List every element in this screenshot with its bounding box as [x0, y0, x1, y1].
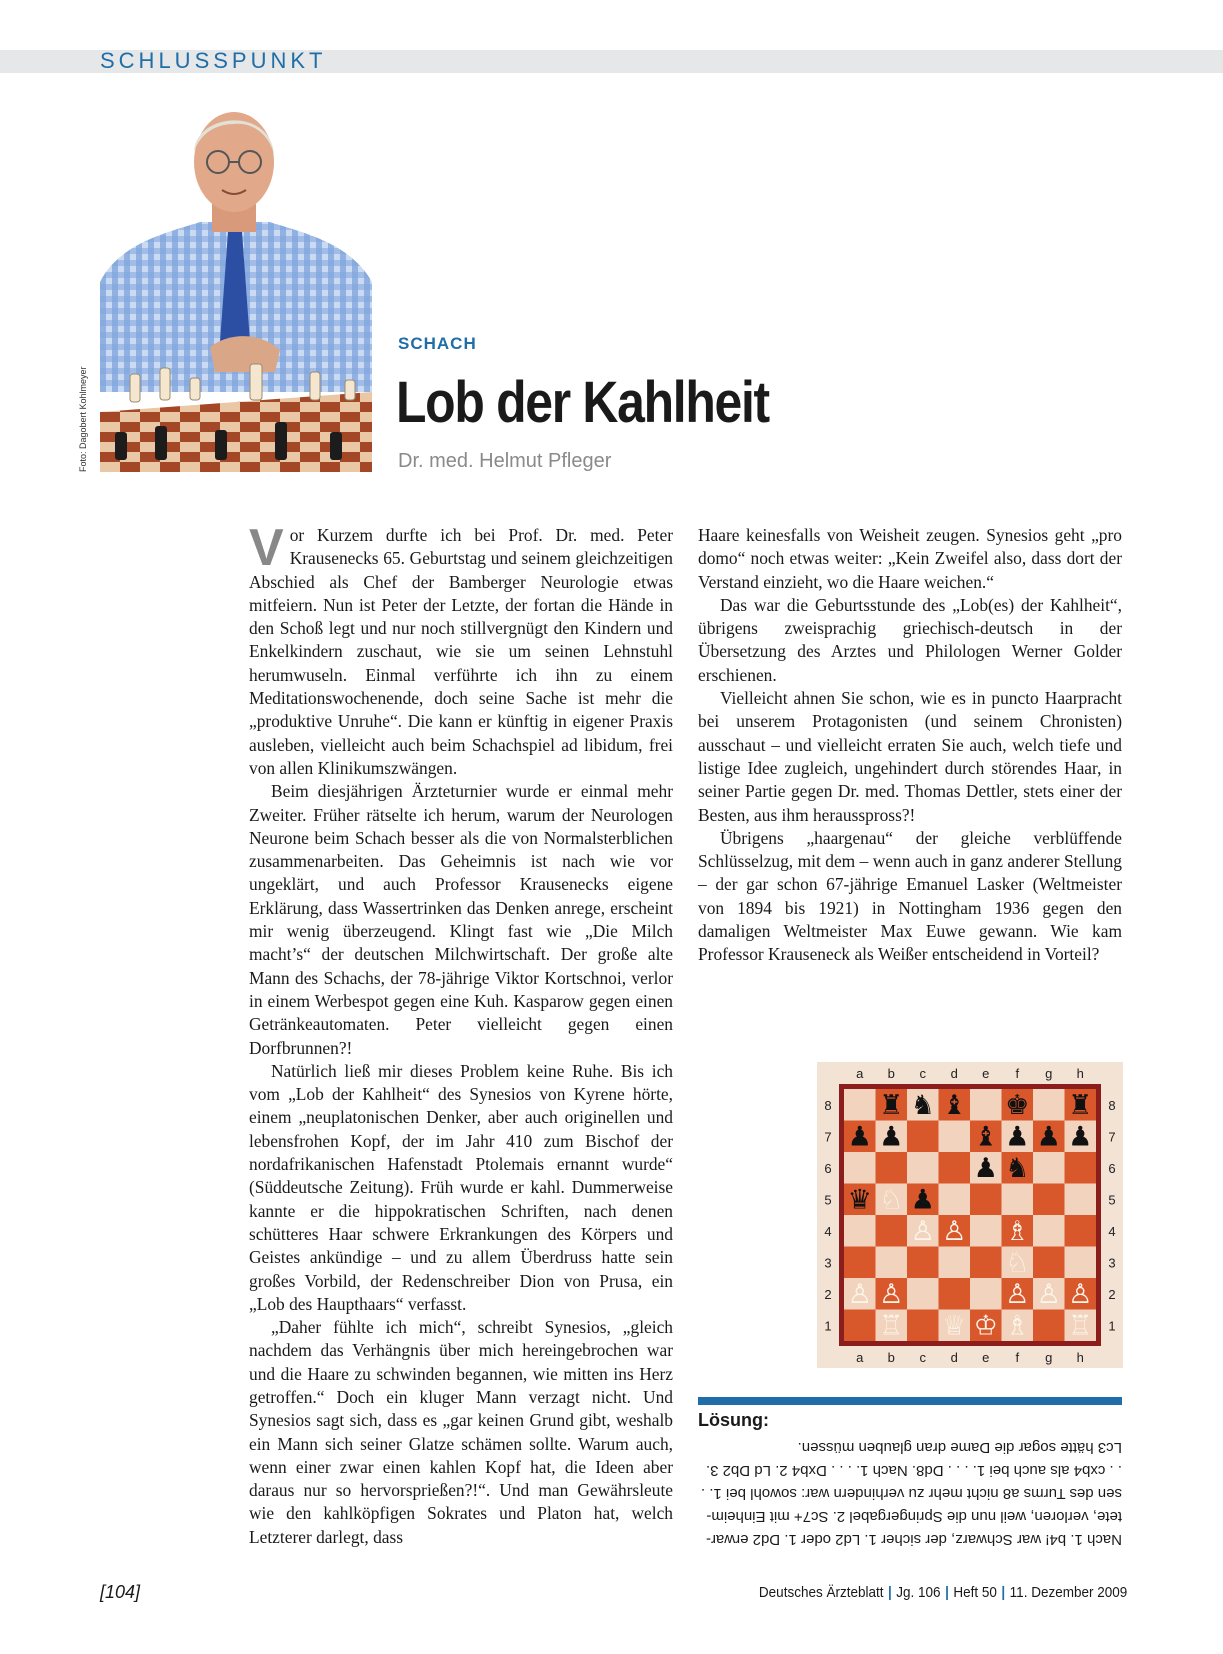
white-pawn-icon: ♙ [942, 1216, 967, 1248]
board-square-h3 [1065, 1247, 1097, 1279]
board-square-c7 [907, 1121, 939, 1153]
board-square-g6 [1033, 1152, 1065, 1184]
white-bishop-icon: ♗ [1005, 1310, 1030, 1342]
rank-label: 8 [1108, 1097, 1116, 1113]
rank-label: 3 [824, 1255, 832, 1271]
drop-cap: V [249, 519, 284, 577]
chess-diagram [817, 1062, 1123, 1368]
file-label: b [887, 1066, 895, 1081]
file-label: e [982, 1350, 990, 1365]
board-square-a4 [844, 1215, 876, 1247]
black-king-icon: ♚ [1005, 1090, 1030, 1122]
board-square-d2 [939, 1278, 971, 1310]
rank-label: 3 [1108, 1255, 1116, 1271]
white-pawn-icon: ♙ [1068, 1279, 1093, 1311]
file-label: e [982, 1066, 990, 1081]
board-square-c6 [907, 1152, 939, 1184]
board-square-g8 [1033, 1089, 1065, 1121]
article-title: Lob der Kahlheit [396, 370, 769, 435]
board-square-a8 [844, 1089, 876, 1121]
paragraph: Vielleicht ahnen Sie schon, wie es in puncto Haarpracht bei unserem Protagonisten (und seinem Chronisten) ausschaut – und vielleicht erraten Sie auch, welch tiefe und listige Idee zugleich, ungehindert durch störendes Haar, in seiner Partie gegen Dr. med. Thomas Dettler, stets einer der Besten, aus ihm herausspross?! [698, 688, 1122, 825]
photo-credit: Foto: Dagobert Kohlmeyer [78, 366, 88, 472]
paragraph: Haare keinesfalls von Weisheit zeugen. Synesios geht „pro domo“ noch etwas weiter: „Kein Zweifel also, dass dort der Verstand einzieht, wo die Haare weichen.“ [698, 525, 1122, 592]
black-rook-icon: ♜ [1068, 1090, 1093, 1122]
file-label: g [1045, 1350, 1053, 1365]
journal-footer: Deutsches Ärzteblatt | Jg. 106 | Heft 50 | 11. Dezember 2009 [758, 1584, 1127, 1601]
journal-volume: Jg. 106 [896, 1584, 941, 1601]
paragraph: Beim diesjährigen Ärzteturnier wurde er einmal mehr Zweiter. Früher rätselte ich herum, warum der Neurologen Neurone beim Schach besser als die von Normalsterblichen zusammenarbeiten. Das Geheimnis ist nach wie vor ungeklärt, und auch Professor Krausenecks eigene Erklärung, dass Wassertrinken das Denken anrege, erscheint mir wenig überzeugend. Klingt fast wie „Die Milch macht’s“ der deutschen Milchwirtschaft. Der große alte Mann des Schachs, der 78-jährige Viktor Kortschnoi, verlor in einem Werbespot gegen eine Kuh. Kasparow gegen einen Getränkeautomaten. Peter vielleicht gegen einen Dorfbrunnen?! [249, 781, 673, 1058]
author-photo [100, 92, 372, 472]
rank-label: 7 [824, 1129, 832, 1145]
black-rook-icon: ♜ [879, 1090, 904, 1122]
file-label: f [1015, 1066, 1020, 1081]
page-number: [104] [100, 1582, 141, 1602]
board-square-g4 [1033, 1215, 1065, 1247]
white-knight-icon: ♘ [1005, 1247, 1030, 1279]
white-rook-icon: ♖ [1068, 1310, 1093, 1342]
rank-label: 6 [1108, 1160, 1116, 1176]
rank-label: 6 [824, 1160, 832, 1176]
paragraph: Das war die Geburtsstunde des „Lob(es) der Kahlheit“, übrigens zweisprachig griechisch-deutsch in der Übersetzung des Arztes und Philologen Werner Golder erschienen. [698, 594, 1122, 685]
white-king-icon: ♔ [973, 1310, 998, 1342]
board-square-e4 [970, 1215, 1002, 1247]
section-label: SCHLUSSPUNKT [100, 48, 327, 73]
board-square-h5 [1065, 1184, 1097, 1216]
paragraph: Vor Kurzem durfte ich bei Prof. Dr. med. Peter Krausenecks 65. Geburtstag und seinem gleichzeitigen Abschied als Chef der Bamberger Neurologie etwas mitfeiern. Nun ist Peter der Letzte, der fortan die Hände in den Schoß legt und nur noch stillvergnügt den Kindern und Enkelkindern zuschaut, wie sie um seinen Lehnstuhl herumwuseln. Einmal verführte ich ihn zu einem Meditationswochenende, doch seine Sache ist mehr die „produktive Unruhe“. Die kann er künftig in eigener Praxis ausleben, vielleicht auch beim Schachspiel ad libidum, frei von allen Klinikumszwängen. [249, 519, 673, 778]
black-pawn-icon: ♟ [879, 1121, 904, 1153]
black-pawn-icon: ♟ [1068, 1121, 1093, 1153]
board-square-b4 [876, 1215, 908, 1247]
black-pawn-icon: ♟ [1036, 1121, 1061, 1153]
board-square-e3 [970, 1247, 1002, 1279]
board-square-e2 [970, 1278, 1002, 1310]
white-pawn-icon: ♙ [847, 1279, 872, 1311]
board-square-g1 [1033, 1310, 1065, 1342]
solution-label: Lösung: [698, 1410, 769, 1430]
board-square-a6 [844, 1152, 876, 1184]
file-label: c [919, 1350, 926, 1365]
board-square-b3 [876, 1247, 908, 1279]
rank-label: 1 [1108, 1318, 1116, 1334]
journal-date: 11. Dezember 2009 [1009, 1584, 1127, 1601]
file-label: a [856, 1066, 864, 1081]
rank-label: 1 [824, 1318, 832, 1334]
chess-board [817, 1062, 1123, 1368]
rank-label: 4 [1108, 1223, 1116, 1239]
black-queen-icon: ♛ [847, 1184, 872, 1216]
board-square-c3 [907, 1247, 939, 1279]
solution-divider [698, 1397, 1122, 1405]
white-pawn-icon: ♙ [879, 1279, 904, 1311]
file-label: d [950, 1350, 958, 1365]
paragraph: „Daher fühlte ich mich“, schreibt Synesios, „gleich nachdem das Verhängnis über mich hereingebrochen war und die Haare zu schwinden begannen, wie mitten ins Herz getroffen.“ Doch ein kluger Mann verzagt nicht. Und Synesios sagt sich, dass es „gar keinen Grund gibt, weshalb ein Mann sich seiner Glatze schämen sollte. Warum auch, wenn einer zwar einen kahlen Kopf hat, die Ideen aber daraus nur so hervorsprießen?!“. Und man Gewährsleute wie den kahlköpfigen Sokrates und Platon hat, welch Letzterer darlegt, dass [249, 1317, 673, 1547]
black-pawn-icon: ♟ [847, 1121, 872, 1153]
white-pawn-icon: ♙ [910, 1216, 935, 1248]
white-queen-icon: ♕ [942, 1310, 967, 1342]
journal-name: Deutsches Ärzteblatt [758, 1584, 884, 1601]
black-pawn-icon: ♟ [973, 1153, 998, 1185]
board-square-h6 [1065, 1152, 1097, 1184]
white-pawn-icon: ♙ [1005, 1279, 1030, 1311]
white-knight-icon: ♘ [879, 1184, 904, 1216]
black-knight-icon: ♞ [910, 1090, 935, 1122]
black-pawn-icon: ♟ [1005, 1121, 1030, 1153]
file-label: f [1015, 1350, 1020, 1365]
white-bishop-icon: ♗ [1005, 1216, 1030, 1248]
rank-label: 5 [824, 1192, 832, 1208]
board-square-b6 [876, 1152, 908, 1184]
paragraph: Natürlich ließ mir dieses Problem keine Ruhe. Bis ich vom „Lob der Kahlheit“ des Synesios von Kyrene hörte, einem „neuplatonischen Denker, aber auch originellen und lebensfrohen Kopf, der im Jahr 410 zum Bischof der nordafrikanischen Hafenstadt Ptolemais ernannt wurde“ (Süddeutsche Zeitung). Früh wurde er kahl. Dummerweise kannte er die hippokratischen Schriften, nach denen schütteres Haar schwere Erkrankungen des Körpers und Geistes ankündige – und zu allem Überdruss hatte sein großes Vorbild, der Redenschreiber Dion von Prusa, ein „Lob des Haupthaars“ verfasst. [249, 1060, 673, 1314]
board-square-d3 [939, 1247, 971, 1279]
board-square-h4 [1065, 1215, 1097, 1247]
rank-label: 2 [824, 1286, 832, 1302]
black-pawn-icon: ♟ [910, 1184, 935, 1216]
file-label: d [950, 1066, 958, 1081]
board-square-f5 [1002, 1184, 1034, 1216]
board-square-d6 [939, 1152, 971, 1184]
board-square-e8 [970, 1089, 1002, 1121]
rank-label: 5 [1108, 1192, 1116, 1208]
board-square-g3 [1033, 1247, 1065, 1279]
white-rook-icon: ♖ [879, 1310, 904, 1342]
board-square-d5 [939, 1184, 971, 1216]
rank-label: 4 [824, 1223, 832, 1239]
article-kicker: SCHACH [398, 334, 477, 353]
board-square-c2 [907, 1278, 939, 1310]
file-label: c [919, 1066, 926, 1081]
board-square-c1 [907, 1310, 939, 1342]
black-bishop-icon: ♝ [942, 1090, 967, 1122]
file-label: g [1045, 1066, 1053, 1081]
paragraph: Übrigens „haargenau“ der gleiche verblüffende Schlüsselzug, mit dem – wenn auch in ganz anderer Stellung – der gar schon 67-jährige Emanuel Lasker (Weltmeister von 1894 bis 1921) in Nottingham 1936 gegen den damaligen Weltmeister Max Euwe gewann. Wie kam Professor Krauseneck als Weißer entscheidend in Vorteil? [698, 827, 1122, 965]
rank-label: 8 [824, 1097, 832, 1113]
article-author: Dr. med. Helmut Pfleger [398, 450, 612, 472]
black-bishop-icon: ♝ [973, 1121, 998, 1153]
board-square-d7 [939, 1121, 971, 1153]
white-pawn-icon: ♙ [1036, 1279, 1061, 1311]
journal-issue: Heft 50 [953, 1584, 997, 1601]
board-square-e5 [970, 1184, 1002, 1216]
board-square-a1 [844, 1310, 876, 1342]
board-square-a3 [844, 1247, 876, 1279]
file-label: b [887, 1350, 895, 1365]
rank-label: 2 [1108, 1286, 1116, 1302]
file-label: a [856, 1350, 864, 1365]
article-column-right [698, 524, 1122, 967]
file-label: h [1076, 1066, 1084, 1081]
solution-text: Nach 1. b4! war Schwarz, der sicher 1. Ld2 oder 1. Dd2 erwartete, verloren, weil nun die Springergabel 2. Sc7+ mit Einheimsen des Turms a8 nicht mehr zu verhindern war: sowohl bei 1. . . . cxb4 als auch bei 1. . . . Dd8. Nach 1. . . . Dxb4 2. Ld Db2 3. Lc3 hätte sogar die Dame dran glauben müssen. [700, 1439, 1122, 1548]
board-square-g5 [1033, 1184, 1065, 1216]
rank-label: 7 [1108, 1129, 1116, 1145]
file-label: h [1076, 1350, 1084, 1365]
article-column-left [249, 519, 673, 1549]
black-knight-icon: ♞ [1005, 1153, 1030, 1185]
